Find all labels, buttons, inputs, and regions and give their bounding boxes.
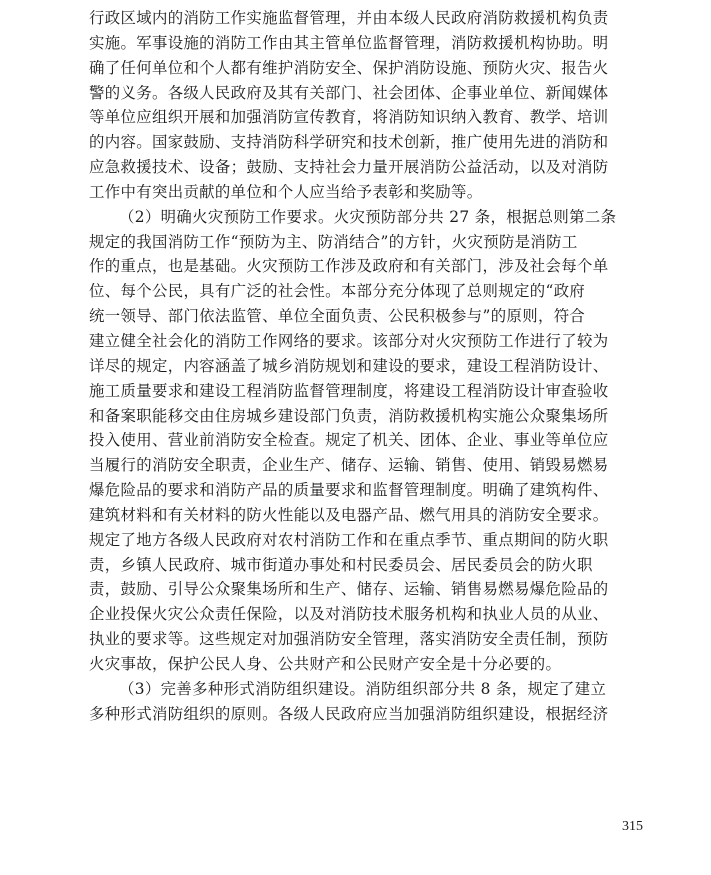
text-line: （3）完善多种形式消防组织建设。消防组织部分共 8 条，规定了建立 (119, 679, 607, 698)
text-line: 详尽的规定，内容涵盖了城乡消防规划和建设的要求，建设工程消防设计、 (89, 356, 609, 375)
text-line: 等单位应组织开展和加强消防宣传教育，将消防知识纳入教育、教学、培训 (89, 108, 609, 127)
text-line: 企业投保火灾公众责任保险，以及对消防技术服务机构和执业人员的从业、 (89, 605, 609, 624)
text-line: 实施。军事设施的消防工作由其主管单位监督管理，消防救援机构协助。明 (89, 33, 609, 52)
text-line: （2）明确火灾预防工作要求。火灾预防部分共 27 条，根据总则第二条 (119, 207, 617, 226)
text-line: 行政区域内的消防工作实施监督管理，并由本级人民政府消防救援机构负责 (89, 9, 609, 27)
text-line: 多种形式消防组织的原则。各级人民政府应当加强消防组织建设，根据经济 (89, 704, 609, 723)
text-line: 施工质量要求和建设工程消防监督管理制度，将建设工程消防设计审查验收 (89, 381, 609, 400)
text-line: 当履行的消防安全职责，企业生产、储存、运输、销售、使用、销毁易燃易 (89, 456, 609, 475)
text-line: 工作中有突出贡献的单位和个人应当给予表彰和奖励等。 (89, 182, 483, 201)
text-line: 的内容。国家鼓励、支持消防科学研究和技术创新，推广使用先进的消防和 (89, 133, 609, 152)
body-text (89, 6, 649, 726)
text-line: 确了任何单位和个人都有维护消防安全、保护消防设施、预防火灾、报告火 (89, 58, 609, 77)
text-line: 规定了地方各级人民政府对农村消防工作和在重点季节、重点期间的防火职 (89, 530, 609, 549)
text-line: 统一领导、部门依法监管、单位全面负责、公民积极参与”的原则，符合 (89, 307, 586, 326)
text-line: 火灾事故，保护公民人身、公共财产和公民财产安全是十分必要的。 (89, 654, 562, 673)
text-line: 规定的我国消防工作“预防为主、防消结合”的方针，火灾预防是消防工 (89, 232, 578, 251)
text-line: 警的义务。各级人民政府及其有关部门、社会团体、企事业单位、新闻媒体 (89, 83, 609, 102)
text-line: 作的重点，也是基础。火灾预防工作涉及政府和有关部门，涉及社会每个单 (89, 257, 609, 276)
text-line: 位、每个公民，具有广泛的社会性。本部分充分体现了总则规定的“政府 (89, 282, 586, 301)
text-line: 爆危险品的要求和消防产品的质量要求和监督管理制度。明确了建筑构件、 (89, 481, 609, 500)
text-line: 责，乡镇人民政府、城市街道办事处和村民委员会、居民委员会的防火职 (89, 555, 593, 574)
page-number: 315 (622, 819, 643, 834)
text-line: 建立健全社会化的消防工作网络的要求。该部分对火灾预防工作进行了较为 (89, 331, 609, 350)
text-line: 建筑材料和有关材料的防火性能以及电器产品、燃气用具的消防安全要求。 (89, 505, 609, 524)
text-line: 应急救援技术、设备；鼓励、支持社会力量开展消防公益活动，以及对消防 (89, 158, 609, 177)
text-line: 责，鼓励、引导公众聚集场所和生产、储存、运输、销售易燃易爆危险品的 (89, 580, 609, 599)
text-line: 执业的要求等。这些规定对加强消防安全管理，落实消防安全责任制，预防 (89, 630, 609, 649)
text-line: 投入使用、营业前消防安全检查。规定了机关、团体、企业、事业等单位应 (89, 431, 609, 450)
text-line: 和备案职能移交由住房城乡建设部门负责，消防救援机构实施公众聚集场所 (89, 406, 609, 425)
